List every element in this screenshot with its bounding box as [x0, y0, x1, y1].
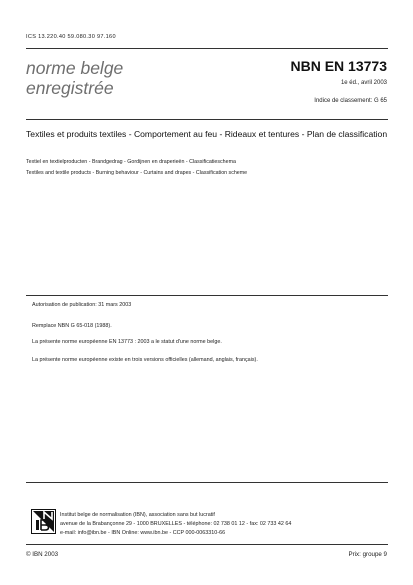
languages-note: La présente norme européenne existe en trois versions officielles (allemand, anglais, français). [32, 357, 258, 363]
brand-line-2: enregistrée [26, 78, 114, 98]
title-divider [26, 119, 388, 120]
top-divider [26, 48, 388, 49]
institute-contact: e-mail: info@ibn.be - IBN Online: www.ibn.be - CCP 000-0063310-66 [60, 530, 226, 536]
document-title-nl: Textiel en textielproducten - Brandgedrag - Gordijnen en draperieën - Classificatieschema [26, 159, 236, 165]
standard-number: NBN EN 13773 [290, 58, 387, 74]
publication-authorisation: Autorisation de publication: 31 mars 2003 [32, 302, 132, 308]
replaces-note: Remplace NBN G 65-018 (1988). [32, 323, 112, 329]
ics-codes: ICS 13.220.40 59.080.30 97.160 [26, 34, 116, 40]
ibn-logo-icon [31, 509, 56, 534]
footer-divider [26, 544, 388, 545]
price-group: Prix: groupe 9 [348, 551, 387, 558]
status-note: La présente norme européenne EN 13773 : 2003 a le statut d'une norme belge. [32, 339, 222, 345]
brand-title [26, 58, 123, 98]
brand-line-1: norme belge [26, 58, 124, 78]
institute-name: Institut belge de normalisation (IBN), association sans but lucratif [60, 512, 215, 518]
document-title-en: Textiles and textile products - Burning behaviour - Curtains and drapes - Classification scheme [26, 170, 248, 176]
copyright: © IBN 2003 [26, 551, 59, 558]
document-title-fr: Textiles et produits textiles - Comportement au feu - Rideaux et tentures - Plan de classification [26, 129, 388, 139]
notes-divider [26, 295, 388, 296]
institute-address: avenue de la Brabançonne 29 - 1000 BRUXELLES - téléphone: 02 738 01 12 - fax: 02 733 42 64 [60, 521, 292, 527]
edition-date: 1e éd., avril 2003 [340, 80, 387, 86]
institute-divider [26, 482, 388, 483]
classification-index: Indice de classement: G 65 [314, 98, 387, 104]
